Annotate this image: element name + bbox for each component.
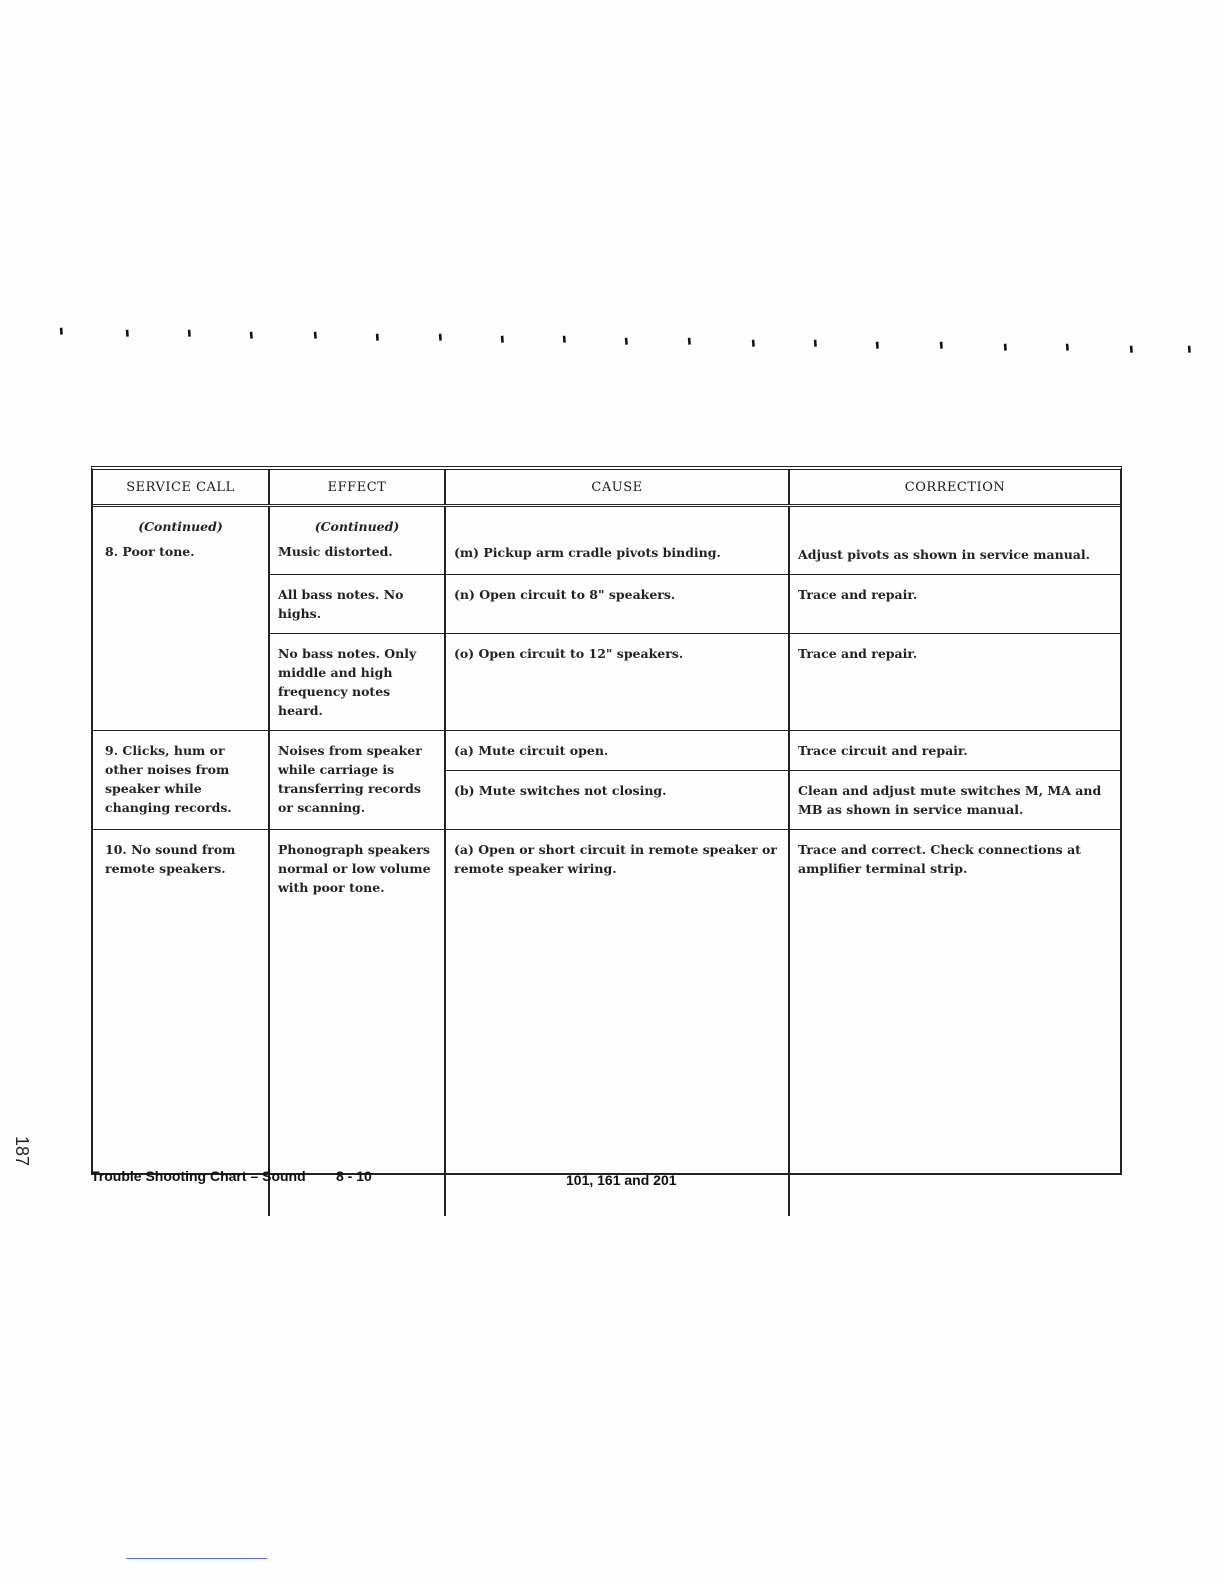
service-call-cell bbox=[93, 731, 269, 830]
hole-mark: ˈ bbox=[435, 328, 447, 363]
cause-cell: (o) Open circuit to 12" speakers. bbox=[445, 634, 789, 731]
header-row bbox=[93, 470, 1120, 506]
hole-mark: ˈ bbox=[1062, 338, 1074, 373]
service-call-text: 9. Clicks, hum or other noises from speaker while changing records. bbox=[105, 743, 232, 815]
correction-cell: Trace and repair. bbox=[789, 634, 1120, 731]
effect-cell: Phonograph speakers normal or low volume with poor tone. bbox=[269, 830, 445, 1217]
chart-table bbox=[93, 470, 1120, 1216]
effect-text: Music distorted. bbox=[278, 544, 393, 559]
hole-mark: ˈ bbox=[310, 326, 322, 361]
footer-title: Trouble Shooting Chart – Sound bbox=[91, 1168, 306, 1184]
page-number: 187 bbox=[12, 1136, 32, 1167]
service-call-text: 10. No sound from remote speakers. bbox=[105, 842, 236, 876]
hole-mark: ˈ bbox=[497, 330, 509, 365]
hole-mark: ˈ bbox=[1000, 338, 1012, 373]
effect-cell: Noises from speaker while carriage is transferring records or scanning. bbox=[269, 731, 445, 830]
cause-cell: (b) Mute switches not closing. bbox=[445, 771, 789, 830]
cause-cell: (a) Open or short circuit in remote speaker or remote speaker wiring. bbox=[445, 830, 789, 1217]
correction-header: CORRECTION bbox=[789, 470, 1120, 506]
service-call-cell bbox=[93, 506, 269, 731]
effect-cell: All bass notes. No highs. bbox=[269, 575, 445, 634]
hole-mark: ˈ bbox=[1126, 340, 1138, 375]
correction-cell: Trace and repair. bbox=[789, 575, 1120, 634]
hole-mark: ˈ bbox=[122, 324, 134, 359]
hole-mark: ˈ bbox=[56, 322, 68, 357]
hole-mark: ˈ bbox=[936, 336, 948, 371]
hole-mark: ˈ bbox=[372, 328, 384, 363]
hole-mark: ˈ bbox=[184, 324, 196, 359]
scan-artifact-line bbox=[126, 1558, 267, 1559]
table-row bbox=[93, 731, 1120, 771]
correction-cell: Trace circuit and repair. bbox=[789, 731, 1120, 771]
service-call-header: SERVICE CALL bbox=[93, 470, 269, 506]
hole-mark: ˈ bbox=[1184, 340, 1196, 375]
service-call-cell bbox=[93, 830, 269, 1217]
hole-mark: ˈ bbox=[684, 332, 696, 367]
correction-cell: Trace and correct. Check connections at amplifier terminal strip. bbox=[798, 842, 1081, 876]
correction-cell: Clean and adjust mute switches M, MA and MB as shown in service manual. bbox=[789, 771, 1120, 830]
continued-label: (Continued) bbox=[138, 519, 223, 534]
hole-mark: ˈ bbox=[621, 332, 633, 367]
hole-mark: ˈ bbox=[559, 330, 571, 365]
hole-mark: ˈ bbox=[246, 326, 258, 361]
cause-cell: (n) Open circuit to 8" speakers. bbox=[445, 575, 789, 634]
effect-cell bbox=[269, 506, 445, 575]
effect-header: EFFECT bbox=[269, 470, 445, 506]
hole-mark: ˈ bbox=[748, 334, 760, 369]
effect-cell: No bass notes. Only middle and high frequency notes heard. bbox=[269, 634, 445, 731]
cause-cell: (m) Pickup arm cradle pivots binding. bbox=[445, 506, 789, 575]
service-call-text: 8. Poor tone. bbox=[105, 544, 195, 559]
trouble-shooting-chart bbox=[91, 466, 1122, 1175]
binding-hole-marks bbox=[0, 318, 1224, 375]
continued-label: (Continued) bbox=[314, 519, 400, 534]
table-row bbox=[93, 506, 1120, 575]
footer-models: 101, 161 and 201 bbox=[566, 1172, 677, 1188]
hole-mark: ˈ bbox=[872, 336, 884, 371]
cause-cell: (a) Mute circuit open. bbox=[445, 731, 789, 771]
table-row bbox=[93, 830, 1120, 1217]
footer-section: 8 - 10 bbox=[336, 1168, 372, 1184]
cause-header: CAUSE bbox=[445, 470, 789, 506]
correction-cell: Adjust pivots as shown in service manual. bbox=[789, 506, 1120, 575]
hole-mark: ˈ bbox=[810, 334, 822, 369]
